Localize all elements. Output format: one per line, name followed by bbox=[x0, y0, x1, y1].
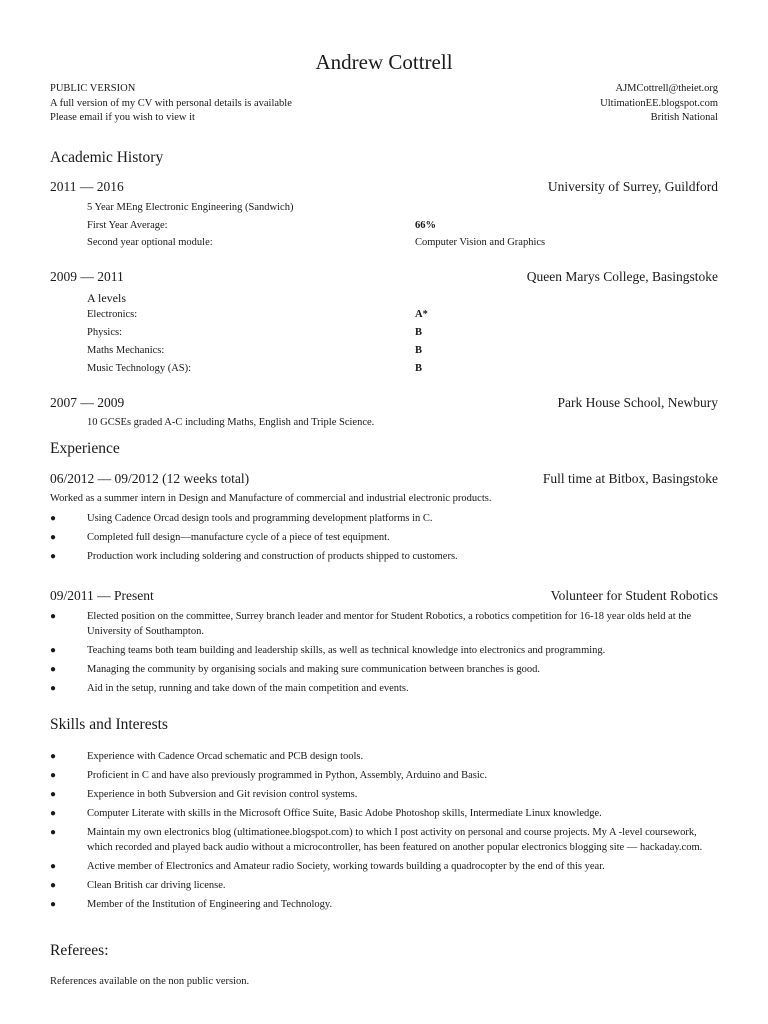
surrey-institution: University of Surrey, Guildford bbox=[547, 179, 718, 194]
full-version-note: A full version of my CV with personal details is available bbox=[50, 97, 292, 109]
list-item: ● Completed full design—manufacture cycle of a piece of test equipment. bbox=[50, 531, 718, 546]
referees-note: References available on the non public version. bbox=[50, 976, 250, 987]
list-item: ● Member of the Institution of Engineering and Technology. bbox=[50, 898, 718, 913]
header-right bbox=[600, 82, 718, 126]
section-title-experience: Experience bbox=[50, 440, 120, 457]
list-item: ● Experience in both Subversion and Git revision control systems. bbox=[50, 788, 718, 803]
bitbox-bullet-list bbox=[50, 512, 718, 569]
list-item: ● Computer Literate with skills in the Microsoft Office Suite, Basic Adobe Photoshop skills, Intermediate Linux knowledge. bbox=[50, 807, 718, 822]
surrey-degree: 5 Year MEng Electronic Engineering (Sandwich) bbox=[87, 202, 294, 213]
bitbox-intro: Worked as a summer intern in Design and Manufacture of commercial and industrial electronic products. bbox=[50, 493, 492, 504]
grade-value: B bbox=[415, 345, 423, 356]
list-item: ● Production work including soldering and construction of products shipped to customers. bbox=[50, 550, 718, 565]
robotics-dates: 09/2011 — Present bbox=[50, 588, 154, 603]
section-title-academic: Academic History bbox=[50, 149, 164, 166]
qmc-institution: Queen Marys College, Basingstoke bbox=[526, 269, 718, 284]
bullet-icon: ● bbox=[50, 751, 57, 762]
bullet-icon: ● bbox=[50, 898, 57, 910]
list-item: ● Teaching teams both team building and leadership skills, as well as technical knowledge into electronics and programming. bbox=[50, 644, 718, 659]
grade-value: 66% bbox=[415, 220, 436, 231]
robotics-role: Volunteer for Student Robotics bbox=[550, 588, 718, 603]
qmc-dates: 2009 — 2011 bbox=[50, 269, 124, 284]
bullet-icon: ● bbox=[50, 663, 57, 675]
list-item: ● Experience with Cadence Orcad schematic and PCB design tools. bbox=[50, 750, 718, 765]
bullet-icon: ● bbox=[50, 879, 57, 891]
grade-label: Physics: bbox=[87, 327, 123, 338]
list-item: ● Proficient in C and have also previously programmed in Python, Assembly, Arduino and Basic. bbox=[50, 769, 718, 784]
list-item: ● Using Cadence Orcad design tools and programming development platforms in C. bbox=[50, 512, 718, 527]
section-title-referees: Referees: bbox=[50, 942, 109, 959]
grade-value: Computer Vision and Graphics bbox=[415, 237, 546, 248]
skills-bullet-list bbox=[50, 750, 718, 917]
bullet-icon: ● bbox=[50, 827, 57, 838]
public-version-label: PUBLIC VERSION bbox=[50, 83, 136, 94]
grade-value: A* bbox=[415, 309, 428, 320]
list-item: ● Active member of Electronics and Amateur radio Society, working towards building a quadrocopter by the end of this year. bbox=[50, 860, 718, 875]
grade-label: Second year optional module: bbox=[87, 237, 213, 248]
surrey-dates: 2011 — 2016 bbox=[50, 179, 124, 194]
bullet-icon: ● bbox=[50, 860, 57, 872]
robotics-bullet-list bbox=[50, 610, 718, 701]
list-item: ● Managing the community by organising socials and making sure communication between branches is good. bbox=[50, 663, 718, 678]
bullet-icon: ● bbox=[50, 532, 57, 543]
contact-blog: UltimationEE.blogspot.com bbox=[600, 97, 718, 109]
email-request-note: Please email if you wish to view it bbox=[50, 112, 195, 123]
bitbox-dates: 06/2012 — 09/2012 (12 weeks total) bbox=[50, 471, 250, 486]
bitbox-role: Full time at Bitbox, Basingstoke bbox=[542, 471, 718, 486]
section-title-skills: Skills and Interests bbox=[50, 716, 168, 733]
qmc-subtitle: A levels bbox=[87, 291, 126, 305]
contact-email: AJMCottrell@theiet.org bbox=[615, 83, 718, 94]
list-item: ● Aid in the setup, running and take down of the main competition and events. bbox=[50, 682, 718, 697]
list-item: ● Clean British car driving license. bbox=[50, 879, 718, 894]
header-left bbox=[50, 82, 292, 126]
bullet-icon: ● bbox=[50, 770, 57, 781]
bullet-icon: ● bbox=[50, 682, 57, 694]
candidate-name: Andrew Cottrell bbox=[315, 50, 453, 74]
gcse-note: 10 GCSEs graded A-C including Maths, English and Triple Science. bbox=[87, 417, 375, 428]
park-institution: Park House School, Newbury bbox=[557, 395, 718, 410]
list-item: ● Maintain my own electronics blog (ultimationee.blogspot.com) to which I post activity on personal and course projects. My A -level coursework, which recorded and played back audio without a microcontroller, has been featured on another popular electronics blogging site — hackaday.com. bbox=[50, 827, 703, 853]
bullet-icon: ● bbox=[50, 789, 57, 800]
bullet-icon: ● bbox=[50, 513, 57, 524]
grade-label: Electronics: bbox=[87, 309, 138, 320]
bullet-icon: ● bbox=[50, 808, 57, 819]
grade-value: B bbox=[415, 327, 423, 338]
park-dates: 2007 — 2009 bbox=[50, 395, 125, 410]
bullet-icon: ● bbox=[50, 644, 57, 656]
grade-label: Maths Mechanics: bbox=[87, 345, 165, 356]
list-item: ● Elected position on the committee, Surrey branch leader and mentor for Student Robotics, a robotics competition for 16-18 year olds held at the University of Southampton. bbox=[50, 611, 692, 637]
bullet-icon: ● bbox=[50, 611, 57, 622]
grade-value: B bbox=[415, 363, 423, 374]
nationality: British National bbox=[650, 112, 718, 123]
grade-label: First Year Average: bbox=[87, 220, 168, 231]
grade-label: Music Technology (AS): bbox=[87, 363, 192, 374]
bullet-icon: ● bbox=[50, 551, 57, 562]
